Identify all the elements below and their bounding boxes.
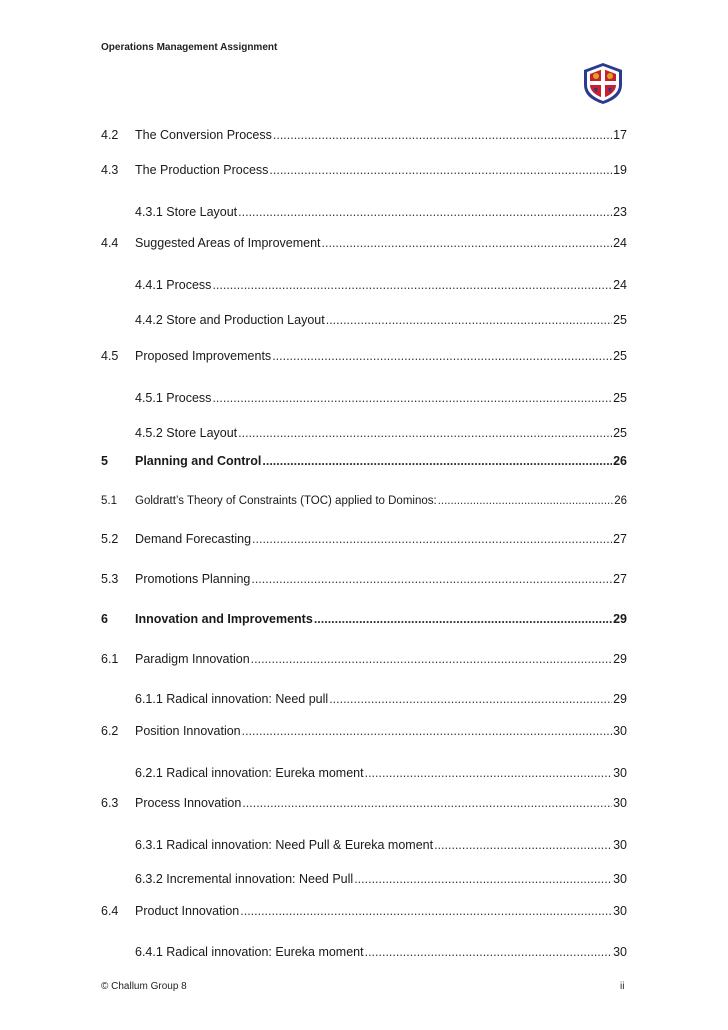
toc-entry-page: 24 [613, 236, 627, 250]
toc-entry-title: Planning and Control [135, 454, 262, 468]
toc-entry[interactable] [101, 493, 627, 509]
toc-dot-leader [434, 837, 612, 853]
toc-entry-page: 26 [614, 495, 627, 507]
toc-entry-title-row [135, 531, 627, 547]
toc-entry-title: 6.3.1 Radical innovation: Need Pull & Eureka moment [135, 838, 434, 852]
toc-entry[interactable] [101, 127, 627, 143]
toc-entry-title: The Conversion Process [135, 128, 272, 142]
university-crest-logo [581, 61, 625, 105]
toc-entry-title-row [135, 312, 627, 328]
footer-page-number: ii [620, 981, 625, 992]
toc-dot-leader [365, 765, 612, 781]
toc-entry-title: 4.5.1 Process [135, 391, 212, 405]
toc-entry-title-row [135, 235, 627, 251]
toc-dot-leader [242, 723, 612, 739]
document-header: Operations Management Assignment [101, 42, 278, 53]
toc-entry-page: 25 [613, 426, 627, 440]
toc-entry[interactable] [101, 837, 627, 853]
toc-entry[interactable] [101, 312, 627, 328]
toc-entry-number: 6.3 [101, 796, 119, 810]
toc-entry-number: 4.2 [101, 128, 119, 142]
toc-entry-title: 6.2.1 Radical innovation: Eureka moment [135, 766, 364, 780]
toc-dot-leader [273, 127, 612, 143]
toc-entry-number: 4.4 [101, 236, 119, 250]
toc-entry-title: 6.4.1 Radical innovation: Eureka moment [135, 945, 364, 959]
toc-entry-title: Product Innovation [135, 904, 240, 918]
toc-entry-title: Goldratt’s Theory of Constraints (TOC) applied to Dominos: [135, 495, 437, 507]
toc-dot-leader [251, 651, 612, 667]
toc-dot-leader [322, 235, 613, 251]
toc-entry[interactable] [101, 765, 627, 781]
toc-entry-number: 6.4 [101, 904, 119, 918]
toc-entry-title-row [135, 493, 627, 509]
toc-entry-page: 25 [613, 391, 627, 405]
toc-entry-title: Process Innovation [135, 796, 242, 810]
toc-entry-title-row [135, 795, 627, 811]
toc-entry-title: 4.4.2 Store and Production Layout [135, 313, 325, 327]
toc-entry-title-row [135, 837, 627, 853]
toc-entry[interactable] [101, 204, 627, 220]
toc-entry-title-row [135, 944, 627, 960]
toc-entry-title-row [135, 453, 627, 469]
toc-entry-page: 25 [613, 349, 627, 363]
toc-dot-leader [314, 611, 612, 627]
toc-entry-page: 23 [613, 205, 627, 219]
toc-dot-leader [238, 425, 612, 441]
footer-copyright: © Challum Group 8 [101, 981, 187, 992]
toc-entry-title-row [135, 348, 627, 364]
toc-entry-title-row [135, 277, 627, 293]
toc-entry-page: 27 [613, 532, 627, 546]
toc-entry-number: 5.1 [101, 495, 117, 507]
toc-entry-title-row [135, 425, 627, 441]
toc-entry[interactable] [101, 235, 627, 251]
toc-entry-title: Position Innovation [135, 724, 241, 738]
toc-dot-leader [242, 795, 612, 811]
toc-entry-title: Innovation and Improvements [135, 612, 313, 626]
toc-entry-page: 29 [613, 692, 627, 706]
toc-entry-number: 6 [101, 612, 108, 626]
toc-entry-title-row [135, 571, 627, 587]
toc-entry-page: 17 [613, 128, 627, 142]
toc-entry[interactable] [101, 348, 627, 364]
toc-entry-page: 26 [613, 454, 627, 468]
toc-dot-leader [212, 390, 612, 406]
toc-entry[interactable] [101, 903, 627, 919]
toc-dot-leader [326, 312, 612, 328]
toc-entry[interactable] [101, 691, 627, 707]
toc-entry-title-row [135, 765, 627, 781]
toc-entry-number: 5.2 [101, 532, 119, 546]
toc-entry-title: The Production Process [135, 163, 269, 177]
toc-dot-leader [354, 871, 612, 887]
toc-entry-title-row [135, 651, 627, 667]
toc-entry-page: 30 [613, 945, 627, 959]
toc-entry[interactable] [101, 453, 627, 469]
toc-entry-number: 6.1 [101, 652, 119, 666]
toc-entry-page: 27 [613, 572, 627, 586]
toc-entry-title: Paradigm Innovation [135, 652, 250, 666]
toc-entry-page: 30 [613, 904, 627, 918]
toc-entry-title: Proposed Improvements [135, 349, 272, 363]
toc-entry-title: 4.4.1 Process [135, 278, 212, 292]
toc-entry-page: 30 [613, 872, 627, 886]
toc-entry-page: 30 [613, 796, 627, 810]
toc-dot-leader [212, 277, 612, 293]
toc-entry-title-row [135, 162, 627, 178]
toc-entry[interactable] [101, 611, 627, 627]
toc-entry-title-row [135, 390, 627, 406]
toc-entry-title-row [135, 127, 627, 143]
toc-entry-page: 29 [613, 612, 627, 626]
toc-entry-number: 6.2 [101, 724, 119, 738]
toc-entry-number: 4.5 [101, 349, 119, 363]
toc-entry-number: 4.3 [101, 163, 119, 177]
toc-entry[interactable] [101, 651, 627, 667]
toc-entry-title: 6.1.1 Radical innovation: Need pull [135, 692, 329, 706]
toc-entry-title: Demand Forecasting [135, 532, 252, 546]
toc-entry[interactable] [101, 944, 627, 960]
toc-entry[interactable] [101, 162, 627, 178]
toc-entry-page: 30 [613, 724, 627, 738]
toc-entry[interactable] [101, 795, 627, 811]
toc-dot-leader [438, 493, 614, 509]
toc-dot-leader [251, 571, 612, 587]
toc-entry-page: 24 [613, 278, 627, 292]
toc-entry[interactable] [101, 571, 627, 587]
toc-entry-title-row [135, 871, 627, 887]
toc-entry-number: 5 [101, 454, 108, 468]
toc-dot-leader [269, 162, 612, 178]
toc-entry-title: Promotions Planning [135, 572, 251, 586]
toc-entry[interactable] [101, 531, 627, 547]
toc-entry-title: Suggested Areas of Improvement [135, 236, 321, 250]
toc-entry-number: 5.3 [101, 572, 119, 586]
toc-dot-leader [240, 903, 612, 919]
toc-entry-title-row [135, 903, 627, 919]
toc-entry-page: 30 [613, 838, 627, 852]
toc-dot-leader [238, 204, 612, 220]
toc-entry-page: 30 [613, 766, 627, 780]
toc-dot-leader [252, 531, 612, 547]
toc-entry-page: 19 [613, 163, 627, 177]
toc-entry[interactable] [101, 277, 627, 293]
toc-dot-leader [272, 348, 612, 364]
toc-entry-title-row [135, 611, 627, 627]
toc-dot-leader [329, 691, 612, 707]
toc-entry-title-row [135, 204, 627, 220]
toc-entry-title: 4.3.1 Store Layout [135, 205, 238, 219]
toc-entry[interactable] [101, 425, 627, 441]
toc-entry[interactable] [101, 871, 627, 887]
toc-entry-page: 25 [613, 313, 627, 327]
toc-entry[interactable] [101, 723, 627, 739]
toc-dot-leader [365, 944, 612, 960]
toc-entry-page: 29 [613, 652, 627, 666]
toc-entry[interactable] [101, 390, 627, 406]
toc-entry-title: 4.5.2 Store Layout [135, 426, 238, 440]
toc-entry-title-row [135, 723, 627, 739]
toc-entry-title: 6.3.2 Incremental innovation: Need Pull [135, 872, 354, 886]
toc-entry-title-row [135, 691, 627, 707]
toc-dot-leader [262, 453, 612, 469]
